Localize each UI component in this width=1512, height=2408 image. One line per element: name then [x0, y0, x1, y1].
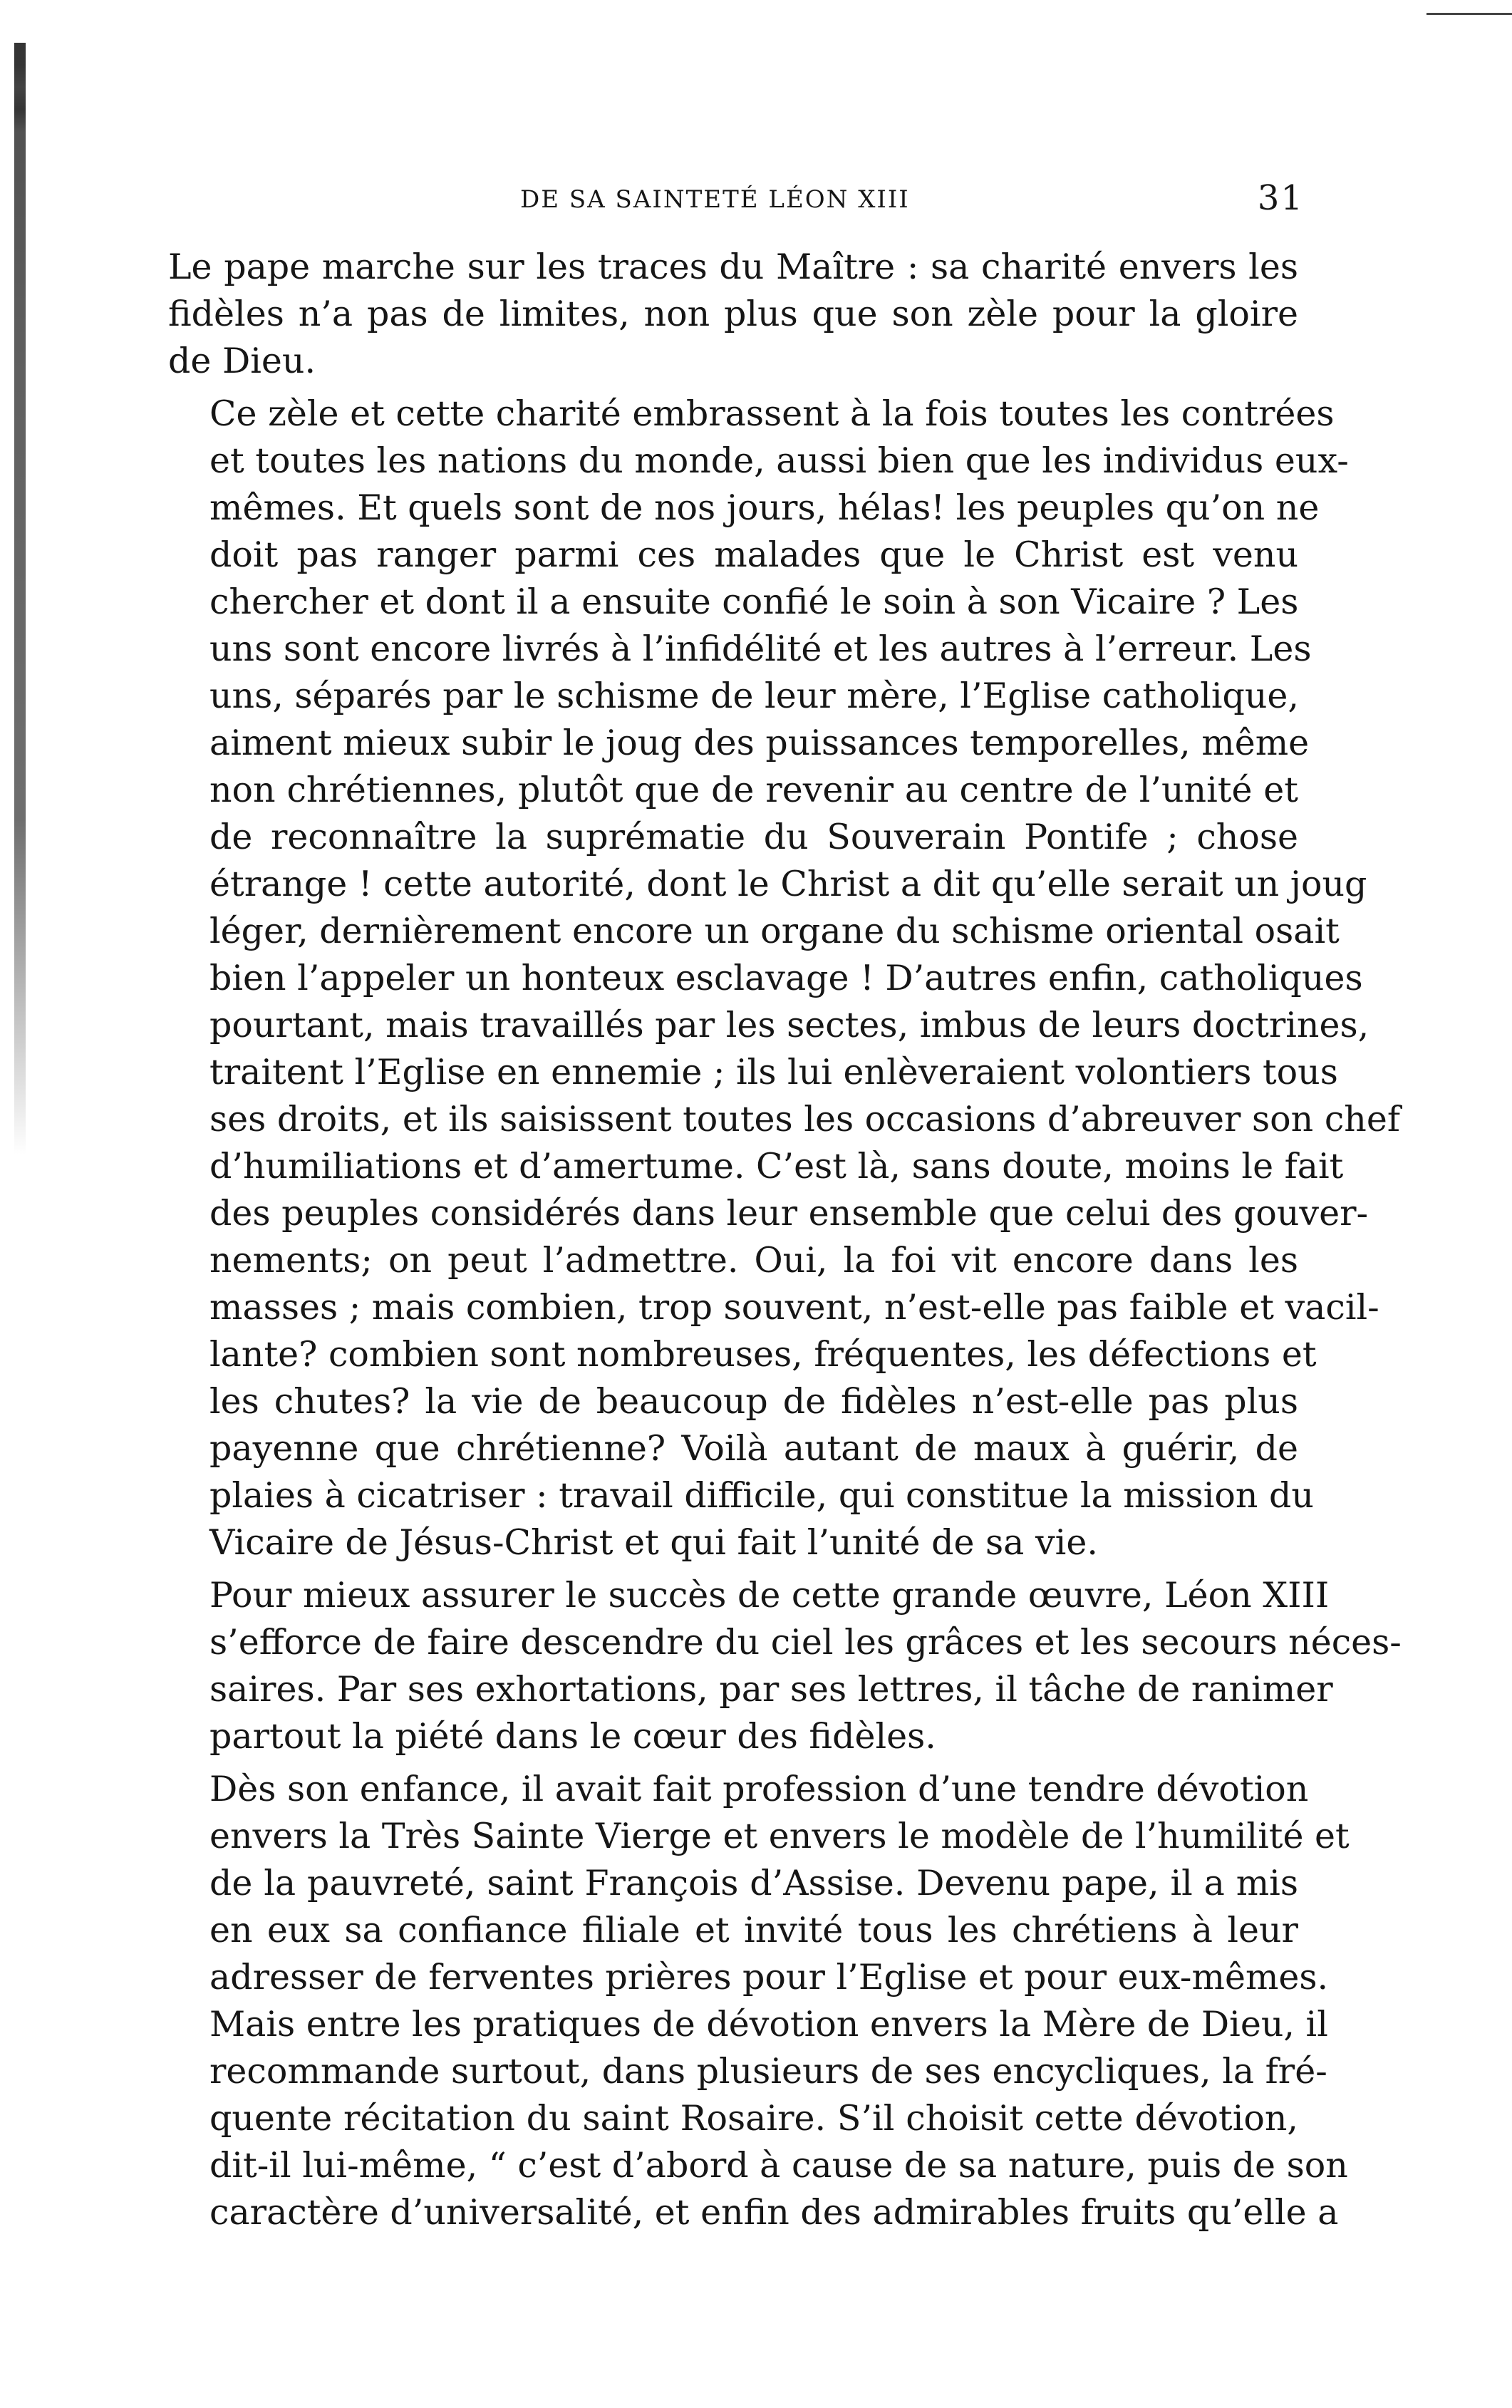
text-line: dit-il lui-même, “ c’est d’abord à cause de sa nature, puis de son	[209, 2145, 1348, 2186]
text-line: d’humiliations et d’amertume. C’est là, sans doute, moins le fait	[209, 1146, 1344, 1187]
text-line: Mais entre les pratiques de dévotion envers la Mère de Dieu, il	[209, 2004, 1328, 2045]
text-line: de reconnaître la suprématie du Souverain Pontife ; chose	[209, 817, 1298, 857]
text-line: non chrétiennes, plutôt que de revenir au centre de l’unité et	[209, 770, 1298, 810]
text-line: s’efforce de faire descendre du ciel les grâces et les secours néces-	[209, 1622, 1402, 1663]
text-line: Vicaire de Jésus-Christ et qui fait l’unité de sa vie.	[209, 1522, 1098, 1563]
text-line: payenne que chrétienne? Voilà autant de maux à guérir, de	[209, 1428, 1298, 1469]
text-line: traitent l’Eglise en ennemie ; ils lui enlèveraient volontiers tous	[209, 1052, 1338, 1092]
text-line: Ce zèle et cette charité embrassent à la fois toutes les contrées	[209, 393, 1335, 434]
page-edge-shadow	[14, 43, 26, 1154]
page-header	[171, 178, 1304, 228]
text-line: quente récitation du saint Rosaire. S’il choisit cette dévotion,	[209, 2098, 1298, 2139]
text-line: et toutes les nations du monde, aussi bien que les individus eux-	[209, 440, 1349, 481]
text-line: léger, dernièrement encore un organe du schisme oriental osait	[209, 911, 1340, 951]
text-line: ses droits, et ils saisissent toutes les occasions d’abreuver son chef	[209, 1099, 1400, 1140]
text-line: uns, séparés par le schisme de leur mère, l’Eglise catholique,	[209, 676, 1300, 716]
paragraph	[168, 1766, 1350, 2236]
running-head: DE SA SAINTETÉ LÉON XIII	[520, 185, 910, 214]
text-line: lante? combien sont nombreuses, fréquentes, les défections et	[209, 1334, 1317, 1375]
top-rule	[1426, 13, 1512, 15]
text-line: uns sont encore livrés à l’infidélité et les autres à l’erreur. Les	[209, 629, 1312, 669]
text-line: saires. Par ses exhortations, par ses lettres, il tâche de ranimer	[209, 1669, 1333, 1710]
text-line: caractère d’universalité, et enfin des admirables fruits qu’elle a	[209, 2192, 1339, 2233]
paragraph	[168, 1572, 1402, 1760]
text-line: Le pape marche sur les traces du Maître : sa charité envers les	[168, 247, 1298, 287]
text-line: partout la piété dans le cœur des fidèles.	[209, 1716, 936, 1757]
text-line: aiment mieux subir le joug des puissances temporelles, même	[209, 723, 1310, 763]
text-line: de Dieu.	[168, 341, 316, 381]
text-line: mêmes. Et quels sont de nos jours, hélas! les peuples qu’on ne	[209, 487, 1320, 528]
text-line: pourtant, mais travaillés par les sectes, imbus de leurs doctrines,	[209, 1005, 1369, 1045]
text-line: les chutes? la vie de beaucoup de fidèles n’est-elle pas plus	[209, 1381, 1298, 1422]
text-line: plaies à cicatriser : travail difficile, qui constitue la mission du	[209, 1475, 1314, 1516]
text-line: fidèles n’a pas de limites, non plus que son zèle pour la gloire	[168, 294, 1298, 334]
text-line: doit pas ranger parmi ces malades que le Christ est venu	[209, 534, 1298, 575]
paragraph	[168, 244, 1298, 385]
page-number: 31	[1257, 178, 1304, 218]
text-line: Pour mieux assurer le succès de cette grande œuvre, Léon XIII	[209, 1575, 1330, 1616]
text-line: envers la Très Sainte Vierge et envers le modèle de l’humilité et	[209, 1816, 1350, 1856]
text-line: masses ; mais combien, trop souvent, n’est-elle pas faible et vacil-	[209, 1287, 1379, 1328]
text-line: étrange ! cette autorité, dont le Christ a dit qu’elle serait un joug	[209, 864, 1367, 904]
text-line: adresser de ferventes prières pour l’Eglise et pour eux-mêmes.	[209, 1957, 1329, 1998]
paragraph	[168, 391, 1400, 1566]
text-line: de la pauvreté, saint François d’Assise. Devenu pape, il a mis	[209, 1863, 1298, 1903]
text-line: recommande surtout, dans plusieurs de ses encycliques, la fré-	[209, 2051, 1327, 2092]
text-line: chercher et dont il a ensuite confié le soin à son Vicaire ? Les	[209, 582, 1299, 622]
text-line: bien l’appeler un honteux esclavage ! D’autres enfin, catholiques	[209, 958, 1363, 998]
text-line: Dès son enfance, il avait fait profession d’une tendre dévotion	[209, 1769, 1309, 1809]
text-line: des peuples considérés dans leur ensemble que celui des gouver-	[209, 1193, 1369, 1234]
text-line: nements; on peut l’admettre. Oui, la foi vit encore dans les	[209, 1240, 1298, 1281]
text-line: en eux sa confiance filiale et invité tous les chrétiens à leur	[209, 1910, 1298, 1950]
body-text	[168, 244, 1402, 2242]
